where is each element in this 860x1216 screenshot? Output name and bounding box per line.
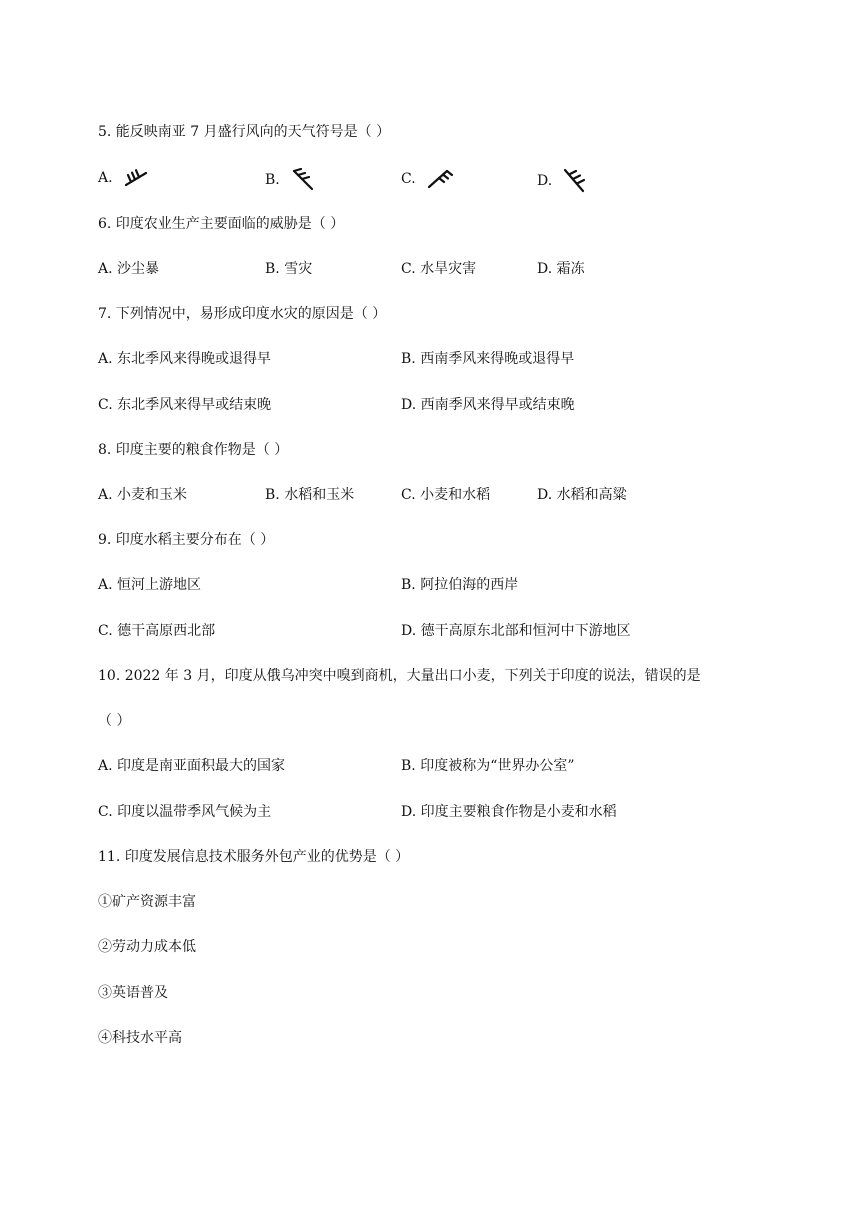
question-11-stem: 11. 印度发展信息技术服务外包产业的优势是（ ） xyxy=(98,849,410,865)
q7-option-d[interactable]: D. 西南季风来得早或结束晚 xyxy=(401,397,575,413)
option-label: B. xyxy=(265,172,280,188)
question-9-stem: 9. 印度水稻主要分布在（ ） xyxy=(98,532,275,548)
q6-option-b[interactable]: B. 雪灾 xyxy=(265,261,313,277)
option-label: C. xyxy=(401,171,416,187)
q8-option-c[interactable]: C. 小麦和水稻 xyxy=(401,487,491,503)
question-5-stem: 5. 能反映南亚 7 月盛行风向的天气符号是（ ） xyxy=(98,124,391,140)
q10-option-b[interactable]: B. 印度被称为“世界办公室” xyxy=(401,758,575,774)
q11-item-1: ①矿产资源丰富 xyxy=(98,894,196,910)
question-8-stem: 8. 印度主要的粮食作物是（ ） xyxy=(98,442,289,458)
q11-item-2: ②劳动力成本低 xyxy=(98,939,196,955)
wind-symbol-southwest-icon xyxy=(123,168,149,188)
q5-option-b[interactable] xyxy=(265,168,316,192)
q8-option-a[interactable]: A. 小麦和玉米 xyxy=(98,487,188,503)
q5-option-d[interactable] xyxy=(537,168,587,194)
q8-option-b[interactable]: B. 水稻和玉米 xyxy=(265,487,355,503)
wind-symbol-northwest-icon xyxy=(290,168,316,192)
q7-option-c[interactable]: C. 东北季风来得早或结束晚 xyxy=(98,397,272,413)
q8-option-d[interactable]: D. 水稻和高粱 xyxy=(537,487,627,503)
q7-option-a[interactable]: A. 东北季风来得晚或退得早 xyxy=(98,351,272,367)
q9-option-c[interactable]: C. 德干高原西北部 xyxy=(98,623,216,639)
q6-option-c[interactable]: C. 水旱灾害 xyxy=(401,261,477,277)
q6-option-a[interactable]: A. 沙尘暴 xyxy=(98,261,160,277)
q6-option-d[interactable]: D. 霜冻 xyxy=(537,261,585,277)
question-6-stem: 6. 印度农业生产主要面临的威胁是（ ） xyxy=(98,216,345,232)
question-10-stem: 10. 2022 年 3 月，印度从俄乌冲突中嗅到商机，大量出口小麦，下列关于印度的说法，错误的是 xyxy=(98,668,701,684)
option-label: D. xyxy=(537,173,553,189)
q10-option-a[interactable]: A. 印度是南亚面积最大的国家 xyxy=(98,758,286,774)
question-7-stem: 7. 下列情况中，易形成印度水灾的原因是（ ） xyxy=(98,306,387,322)
q11-item-3: ③英语普及 xyxy=(98,985,168,1001)
q9-option-b[interactable]: B. 阿拉伯海的西岸 xyxy=(401,577,519,593)
q7-option-b[interactable]: B. 西南季风来得晚或退得早 xyxy=(401,351,575,367)
q10-option-c[interactable]: C. 印度以温带季风气候为主 xyxy=(98,804,272,820)
q5-option-a[interactable] xyxy=(98,168,149,188)
q5-option-c[interactable] xyxy=(401,168,454,190)
q11-item-4: ④科技水平高 xyxy=(98,1030,182,1046)
wind-symbol-northeast-icon xyxy=(426,168,454,190)
wind-symbol-southeast-icon xyxy=(563,168,587,194)
option-label: A. xyxy=(98,170,113,186)
q9-option-a[interactable]: A. 恒河上游地区 xyxy=(98,577,202,593)
question-10-answer-blank: （ ） xyxy=(98,713,131,729)
q10-option-d[interactable]: D. 印度主要粮食作物是小麦和水稻 xyxy=(401,804,617,820)
q9-option-d[interactable]: D. 德干高原东北部和恒河中下游地区 xyxy=(401,623,631,639)
